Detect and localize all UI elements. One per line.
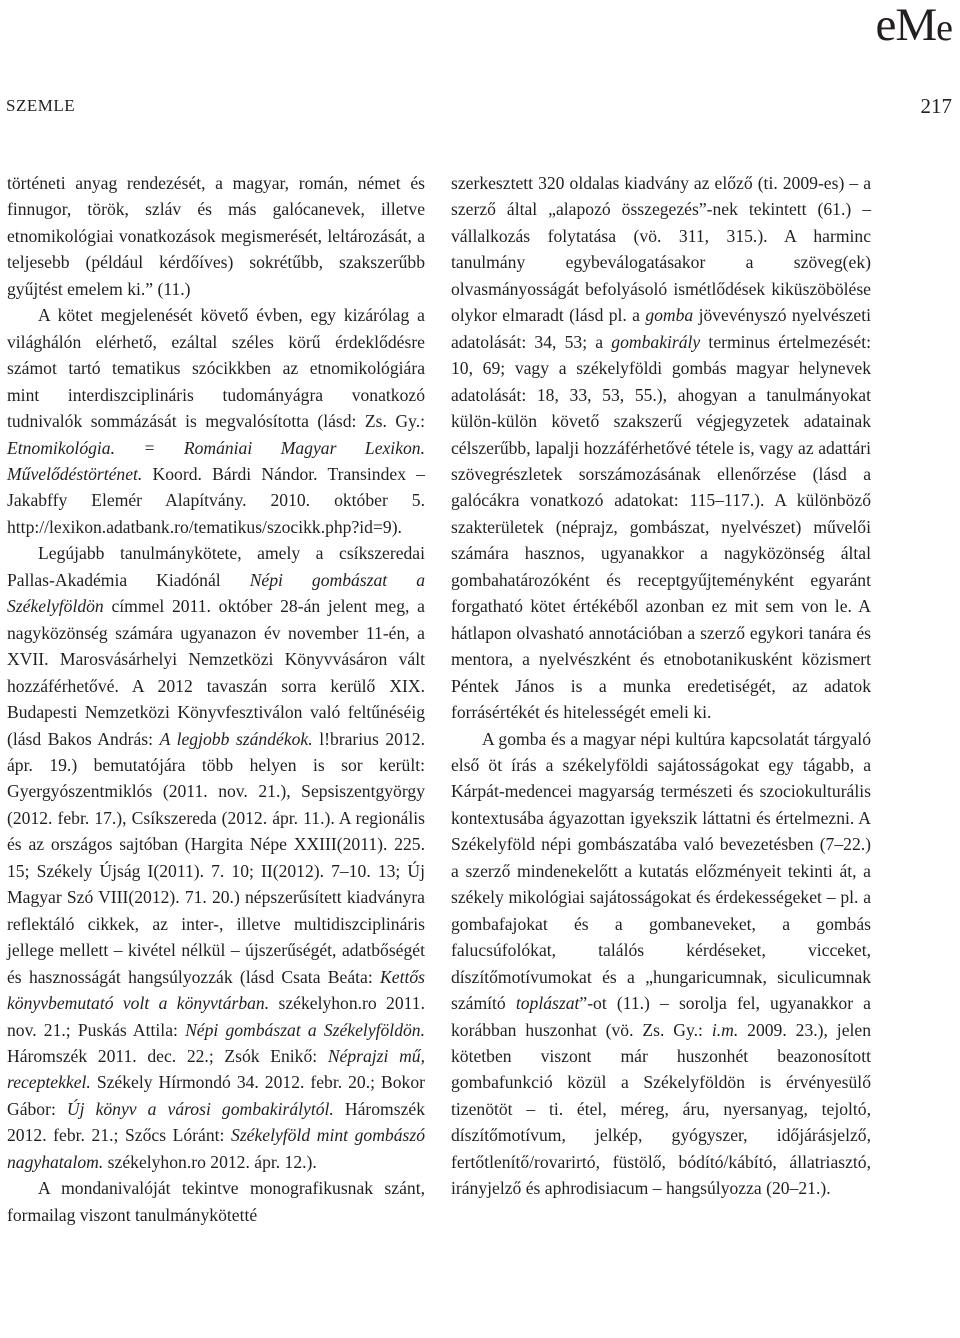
page-number: 217 <box>920 94 952 118</box>
logo-letter-small-e: e <box>936 7 952 49</box>
paragraph: A kötet megjelenését követő évben, egy kizárólag a világhálón elérhető, ezáltal széles körű érdeklődésre számot tartó tematikus szócikkben az etnomikológiára mint interdiszciplináris tudományágra vonatkozó tudnivalók sommázását is megvalósította (lásd: Zs. Gy.: Etnomikológia. = Romániai Magyar Lexikon. Művelődéstörténet. Koord. Bárdi Nándor. Transindex – Jakabffy Elemér Alapítvány. 2010. október 5. http://lexikon.adatbank.ro/tematikus/szocikk.php?id=9). <box>7 305 425 537</box>
running-head: SZEMLE <box>6 96 76 115</box>
paragraph: A gomba és a magyar népi kultúra kapcsolatát tárgyaló első öt írás a székelyföldi sajátosságokat egy tágabb, a Kárpát-medencei magyarság természeti és szociokulturális kontextusába ágyazottan igyekszik láttatni és értelmezni. A Székelyföld népi gombászatába való bevezetésben (7–22.) a szerző mindenekelőtt a kutatás előzményeit tekinti át, a székely mikológiai sajátosságokat és érdekességeket – pl. a gombafajokat és a gombaneveket, a gombás falucsúfolókat, találós kérdéseket, vicceket, díszítőmotívumokat és a „hungaricumnak, siculicumnak számító toplászat”-ot (11.) – sorolja fel, ugyanakkor a korábban huszonhat (vö. Zs. Gy.: i.m. 2009. 23.), jelen kötetben viszont már huszonhét beazonosított gombafunkció közül a Székelyföldön is érvényesülő tizenötöt – ti. étel, méreg, áru, nyersanyag, tejoltó, díszítőmotívum, jelkép, gyógyszer, időjárásjelző, fertőtlenítő/rovarirtó, füstölő, bódító/kábító, állatriasztó, irányjelző és aphrodisiacum – hangsúlyozza (20–21.). <box>451 728 871 1199</box>
paragraph: történeti anyag rendezését, a magyar, román, német és finnugor, török, szláv és más galócanevek, illetve etnomikológiai vonatkozások megismerését, leltározását, a teljesebb (például kérdőíves) sokrétűbb, szakszerűbb gyűjtést emelem ki.” (11.) <box>7 173 425 299</box>
logo-letter-e: e <box>875 0 896 51</box>
paragraph: szerkesztett 320 oldalas kiadvány az előző (ti. 2009-es) – a szerző által „alapozó összegezés”-nek tekintett (61.) – vállalkozás folytatása (vö. 311, 315.). A harminc tanulmány egybeválogatásakor a szöveg(ek) olvasmányosságát befolyásoló ismétlődések kiküszöbölése olykor elmaradt (lásd pl. a gomba jövevényszó nyelvészeti adatolását: 34, 53; a gombakirály terminus értelmezését: 10, 69; vagy a székelyföldi gombás magyar helynevek adatolását: 18, 33, 53, 55.), ahogyan a tanulmányokat külön-külön követő szakszerű végjegyzetek adatainak célszerűbb, lapalji hozzáférhetővé tétele is, vagy az adattári szövegrészletek sorszámozásának ellenőrzése (lásd a galócákra vonatkozó adatokat: 115–117.). A különböző szakterületek (néprajz, gombászat, nyelvészet) művelői számára hasznos, ugyanakkor a nagyközönség által gombahatározóként és receptgyűjteményként egyaránt forgatható kötet értékéből azonban ez mit sem von le. A hátlapon olvasható annotációban a szerző egykori tanára és mentora, a nyelvészként és etnobotanikusként közismert Péntek János is a munka eredetiségét, az adatok forrásértékét és hitelességét emeli ki. <box>451 173 871 723</box>
left-column <box>7 170 425 1228</box>
right-column <box>451 170 871 1202</box>
paragraph: A mondanivalóját tekintve monografikusnak szánt, formailag viszont tanulmánykötetté <box>7 1178 425 1225</box>
paragraph: Legújabb tanulmánykötete, amely a csíkszeredai Pallas-Akadémia Kiadónál Népi gombászat a Székelyföldön címmel 2011. október 28-án jelent meg, a nagyközönség számára ugyanazon év november 11-én, a XVII. Marosvásárhelyi Nemzetközi Könyvvásáron vált hozzáférhetővé. A 2012 tavaszán sorra kerülő XIX. Budapesti Nemzetközi Könyvfesztiválon való feltűnéséig (lásd Bakos András: A legjobb szándékok. l!brarius 2012. ápr. 19.) bemutatójára több helyen is sor került: Gyergyószentmiklós (2011. nov. 21.), Sepsiszentgyörgy (2012. febr. 17.), Csíkszereda (2012. ápr. 11.). A regionális és az országos sajtóban (Hargita Népe XXIII(2011). 225. 15; Székely Újság I(2011). 7. 10; II(2012). 7–10. 13; Új Magyar Szó VIII(2012). 71. 20.) népszerűsített kiadványra reflektáló cikkek, az inter-, illetve multidiszciplináris jellege mellett – kivétel nélkül – újszerűségét, adatbőségét és hasznosságát hangsúlyozzák (lásd Csata Beáta: Kettős könyvbemutató volt a könyvtárban. székelyhon.ro 2011. nov. 21.; Puskás Attila: Népi gombászat a Székelyföldön. Háromszék 2011. dec. 22.; Zsók Enikő: Néprajzi mű, receptekkel. Székely Hírmondó 34. 2012. febr. 20.; Bokor Gábor: Új könyv a városi gombakirálytól. Háromszék 2012. febr. 21.; Szőcs Lóránt: Székelyföld mint gombászó nagyhatalom. székelyhon.ro 2012. ápr. 12.). <box>7 543 425 1172</box>
logo-letter-m: M <box>895 0 937 51</box>
journal-logo <box>875 0 952 53</box>
